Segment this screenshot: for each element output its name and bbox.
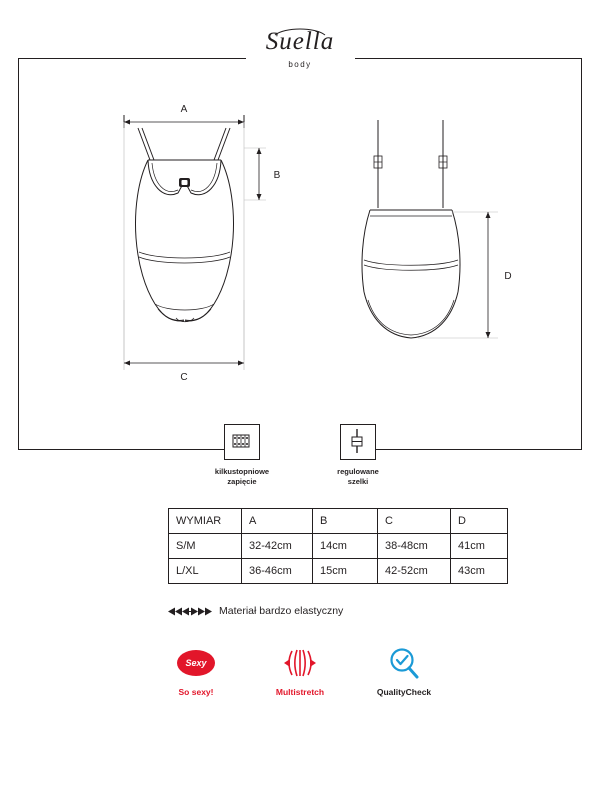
table-header-b: B <box>313 509 378 534</box>
badge-so-sexy-label: So sexy! <box>178 687 214 697</box>
badge-qualitycheck-label: QualityCheck <box>376 687 432 697</box>
technical-drawings <box>18 60 582 440</box>
table-header-row <box>169 509 508 534</box>
stretch-note-text: Materiał bardzo elastyczny <box>219 605 344 617</box>
feature-straps-label-1: regulowane <box>337 467 379 476</box>
feature-closure-label-1: kilkustopniowe <box>214 467 270 476</box>
adjustable-strap-icon <box>340 424 376 460</box>
dimension-label-c: C <box>180 372 188 383</box>
badge-so-sexy <box>157 645 235 697</box>
badge-multistretch <box>261 645 339 697</box>
table-header-wymiar: WYMIAR <box>169 509 242 534</box>
frame-top-right-border <box>355 58 582 59</box>
row-lxl-a: 36-46cm <box>242 559 313 584</box>
dimension-label-d: D <box>504 271 512 282</box>
feature-straps-label-2: szelki <box>347 477 369 486</box>
sexy-oval-icon <box>157 645 235 681</box>
multistretch-icon <box>261 645 339 681</box>
row-sm-c: 38-48cm <box>378 534 451 559</box>
stretch-note <box>168 605 343 617</box>
badge-qualitycheck <box>365 645 443 697</box>
table-header-d: D <box>451 509 508 534</box>
sexy-oval-text: Sexy <box>177 650 215 676</box>
row-sm-a: 32-42cm <box>242 534 313 559</box>
row-size-lxl: L/XL <box>169 559 242 584</box>
badge-multistretch-label: Multistretch <box>275 687 325 697</box>
hook-and-eye-closure-icon <box>224 424 260 460</box>
feature-closure-label-2: zapięcie <box>227 477 257 486</box>
size-table <box>168 508 508 584</box>
row-sm-b: 14cm <box>313 534 378 559</box>
features-row <box>0 424 600 487</box>
feature-closure <box>194 424 290 487</box>
quality-check-magnifier-icon <box>365 645 443 681</box>
table-row <box>169 534 508 559</box>
badges-row <box>0 645 600 697</box>
stretch-arrows-icon <box>168 606 212 617</box>
row-lxl-c: 42-52cm <box>378 559 451 584</box>
dimension-label-b: B <box>273 170 281 181</box>
row-sm-d: 41cm <box>451 534 508 559</box>
row-lxl-d: 43cm <box>451 559 508 584</box>
feature-straps <box>310 424 406 487</box>
brand-name: Suella <box>265 28 335 55</box>
row-size-sm: S/M <box>169 534 242 559</box>
swoosh-icon <box>273 26 327 38</box>
table-header-c: C <box>378 509 451 534</box>
table-header-a: A <box>242 509 313 534</box>
row-lxl-b: 15cm <box>313 559 378 584</box>
table-row <box>169 559 508 584</box>
frame-top-left-border <box>18 58 246 59</box>
brand-subtitle: body <box>288 60 312 69</box>
dimension-label-a: A <box>180 104 188 115</box>
